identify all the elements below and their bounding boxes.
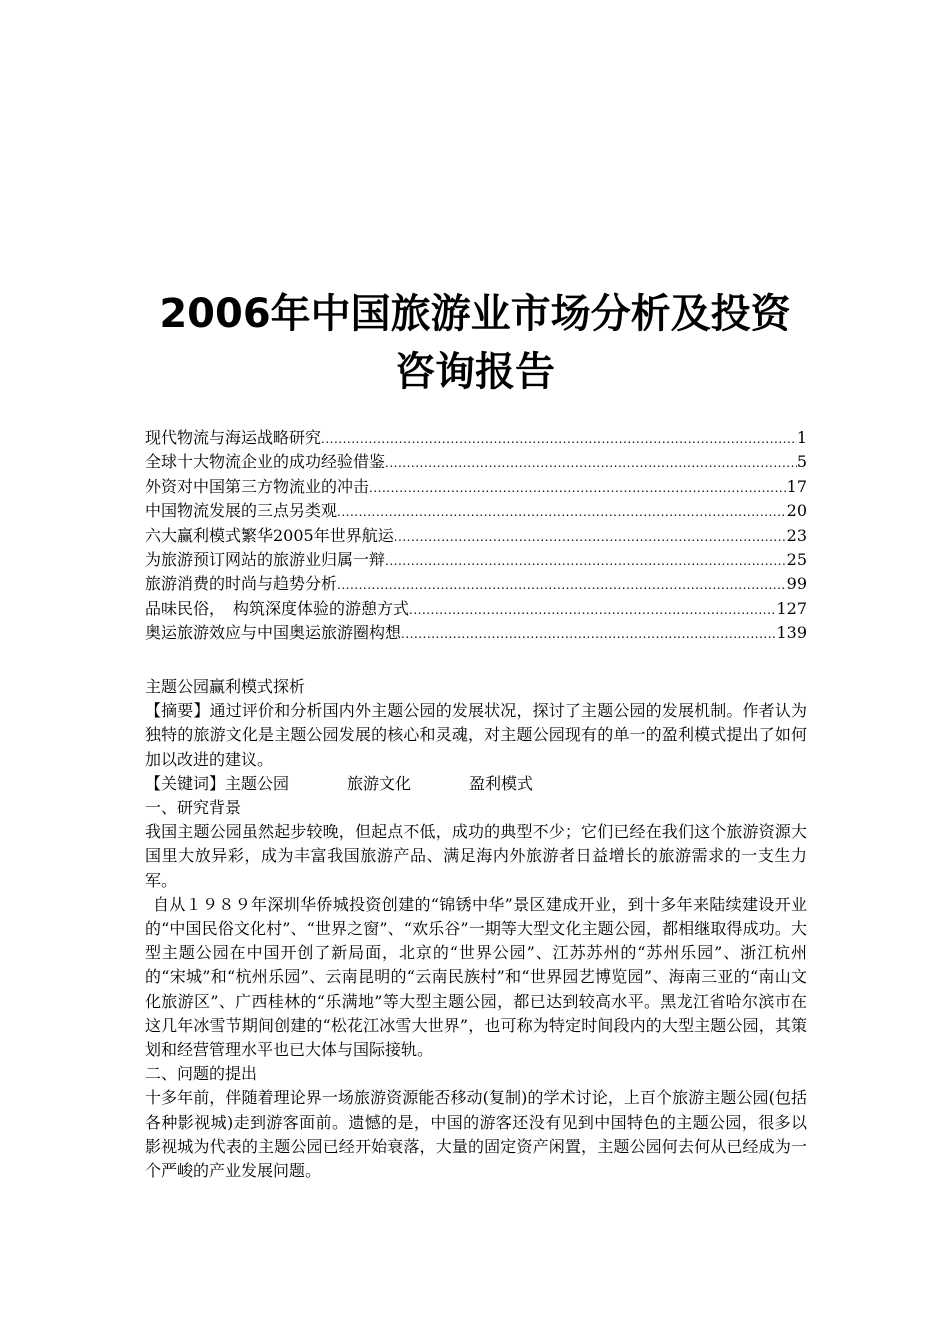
keyword-3: 盈利模式 <box>469 773 534 793</box>
toc-entry[interactable] <box>145 475 807 499</box>
toc-leader-dots <box>321 427 797 451</box>
keyword-2: 旅游文化 <box>347 773 412 793</box>
toc-entry-page: 17 <box>786 476 807 496</box>
toc-entry-title: 外资对中国第三方物流业的冲击 <box>145 476 370 496</box>
section-title: 主题公园赢利模式探析 <box>145 677 306 696</box>
toc-entry-page: 99 <box>786 574 807 594</box>
article-body <box>145 675 807 1183</box>
toc-entry-title: 六大赢利模式繁华2005年世界航运 <box>145 525 394 545</box>
toc-entry-title: 旅游消费的时尚与趋势分析 <box>145 574 338 594</box>
toc-leader-dots <box>394 525 787 549</box>
toc-entry-title: 奥运旅游效应与中国奥运旅游圈构想 <box>145 623 402 643</box>
toc-entry-title: 中国物流发展的三点另类观 <box>145 501 338 521</box>
keywords-label: 【关键词】主题公园 <box>145 773 290 793</box>
document-title <box>110 285 840 401</box>
toc-leader-dots <box>385 549 787 573</box>
toc-entry[interactable] <box>145 548 807 572</box>
toc-leader-dots <box>369 476 787 500</box>
title-line-1: 2006年中国旅游业市场分析及投资 <box>159 291 791 337</box>
toc-entry[interactable] <box>145 450 807 474</box>
toc-entry[interactable] <box>145 572 807 596</box>
toc-entry-page: 127 <box>776 598 807 618</box>
keywords-line <box>145 772 807 796</box>
abstract-paragraph: 【摘要】通过评价和分析国内外主题公园的发展状况，探讨了主题公园的发展机制。作者认为独特的旅游文化是主题公园发展的核心和灵魂，对主题公园现有的单一的盈利模式提出了如何加以改进的建议。 <box>145 701 807 769</box>
toc-leader-dots <box>401 622 776 646</box>
toc-entry-title: 全球十大物流企业的成功经验借鉴 <box>145 452 386 472</box>
table-of-contents <box>145 426 807 646</box>
toc-leader-dots <box>337 500 787 524</box>
toc-entry-page: 5 <box>796 452 807 472</box>
toc-entry-title: 为旅游预订网站的旅游业归属一辩 <box>145 549 386 569</box>
toc-entry[interactable] <box>145 499 807 523</box>
section-heading-background: 一、研究背景 <box>145 798 242 818</box>
toc-entry-title: 现代物流与海运战略研究 <box>145 428 322 447</box>
toc-entry-page: 25 <box>786 549 807 569</box>
toc-entry-page: 20 <box>786 501 807 521</box>
toc-entry[interactable] <box>145 597 807 621</box>
toc-entry[interactable] <box>145 426 807 450</box>
body-paragraph: 我国主题公园虽然起步较晚，但起点不低，成功的典型不少；它们已经在我们这个旅游资源大国里大放异彩，成为丰富我国旅游产品、满足海内外旅游者日益增长的旅游需求的一支生力军。 <box>145 822 807 890</box>
toc-entry[interactable] <box>145 621 807 645</box>
toc-leader-dots <box>337 573 787 597</box>
body-paragraph: 自从１９８９年深圳华侨城投资创建的“锦锈中华”景区建成开业，到十多年来陆续建设开业的“中国民俗文化村”、“世界之窗”、“欢乐谷”一期等大型文化主题公园，都相继取得成功。大型主题公园在中国开创了新局面，北京的“世界公园”、江苏苏州的“苏州乐园”、浙江杭州的“宋城”和“杭州乐园”、云南昆明的“云南民族村”和“世界园艺博览园”、海南三亚的“南山文化旅游区”、广西桂林的“乐满地”等大型主题公园，都已达到较高水平。黑龙江省哈尔滨市在这几年冰雪节期间创建的“松花江冰雪大世界”，也可称为特定时间段内的大型主题公园，其策划和经营管理水平也已大体与国际接轨。 <box>145 894 807 1060</box>
toc-entry-title: 品味民俗， 构筑深度体验的游憩方式 <box>145 598 410 618</box>
toc-entry-page: 1 <box>796 428 807 447</box>
toc-entry-page: 23 <box>786 525 807 545</box>
toc-leader-dots <box>385 451 797 475</box>
body-paragraph: 十多年前，伴随着理论界一场旅游资源能否移动(复制)的学术讨论，上百个旅游主题公园(包括各种影视城)走到游客面前。遗憾的是，中国的游客还没有见到中国特色的主题公园，很多以影视城为代表的主题公园已经开始衰落，大量的固定资产闲置，主题公园何去何从已经成为一个严峻的产业发展问题。 <box>145 1088 807 1181</box>
section-heading-problem: 二、问题的提出 <box>145 1064 258 1084</box>
title-line-2: 咨询报告 <box>395 349 555 395</box>
toc-entry-page: 139 <box>776 623 807 643</box>
toc-leader-dots <box>409 598 776 622</box>
toc-entry[interactable] <box>145 524 807 548</box>
